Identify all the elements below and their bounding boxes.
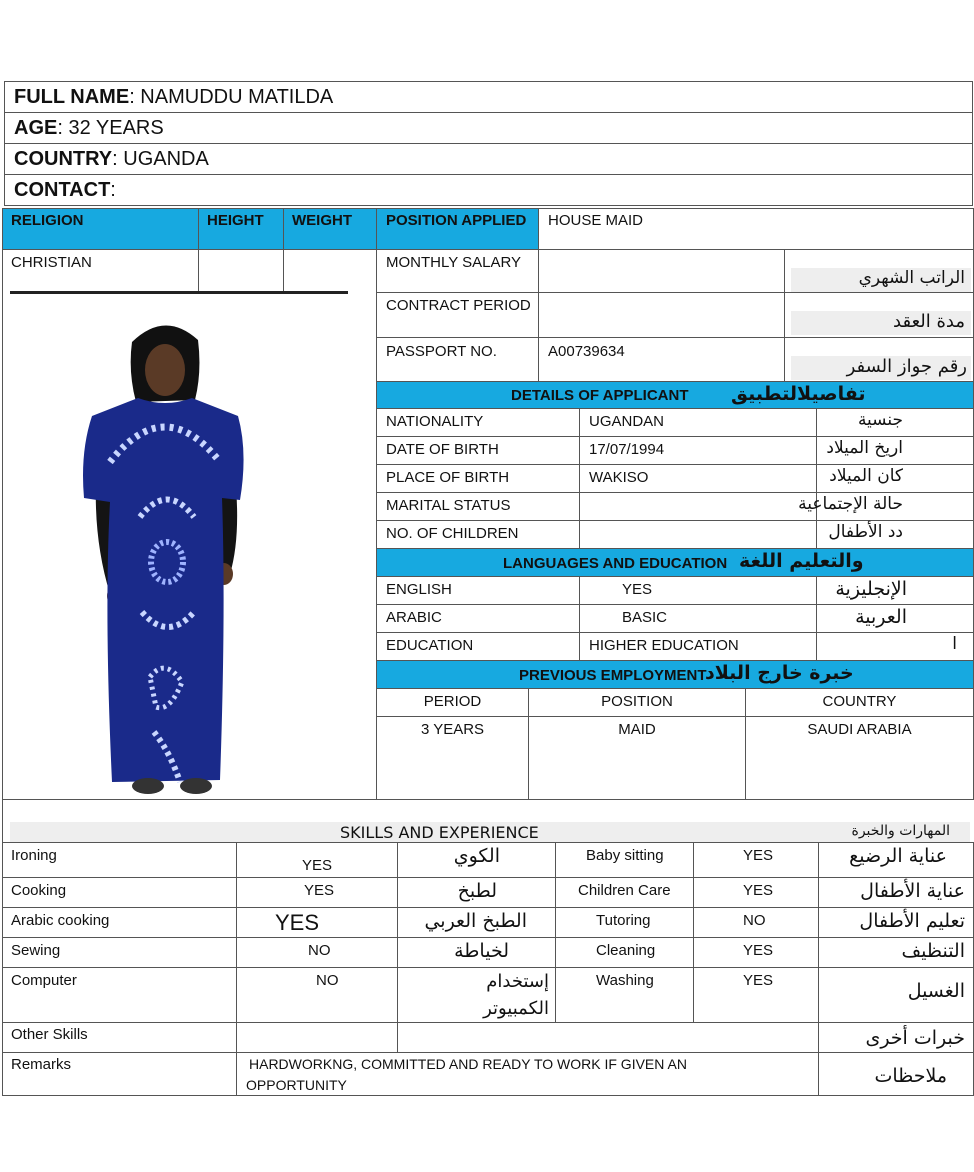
applicant-photo	[70, 312, 260, 800]
contact-label: CONTACT	[14, 179, 111, 201]
skill-left-name: Sewing	[11, 942, 61, 959]
details-row-ar	[816, 464, 974, 493]
skill-left-ar-text: لخياطة	[454, 940, 509, 962]
skill-left-val: YES	[304, 882, 335, 899]
details-label: NATIONALITY	[386, 413, 484, 430]
passport-value-cell	[538, 337, 785, 382]
weight-header: WEIGHT	[283, 208, 377, 250]
skill-right-ar	[818, 967, 974, 1023]
religion-header: RELIGION	[2, 208, 199, 250]
skill-right-ar	[818, 907, 974, 938]
skill-right-name: Children Care	[578, 882, 671, 899]
skill-left-ar-text: إستخدام الكمبيوتر	[483, 971, 549, 1019]
skill-right-ar	[818, 937, 974, 968]
employment-header: PREVIOUS EMPLOYMENT خبرة خارج البلاد	[376, 660, 974, 689]
contact-value: :	[110, 179, 116, 201]
other-skills-mid-cell	[236, 1022, 398, 1053]
salary-value-cell	[538, 249, 785, 293]
skill-right-val: NO	[743, 912, 766, 929]
details-row-value	[579, 408, 817, 437]
details-row-label	[376, 492, 580, 521]
skill-right-ar	[818, 842, 974, 878]
full-name-row	[4, 81, 973, 113]
details-row-label	[376, 520, 580, 549]
details-header: DETAILS OF APPLICANT تفاصيلالتطبيق	[376, 381, 974, 409]
passport-ar-cell: رقم جواز السفر	[784, 337, 974, 382]
skill-left-ar	[397, 967, 556, 1023]
skill-right-label	[555, 907, 694, 938]
skill-left-val: YES	[275, 910, 320, 935]
position-value: HOUSE MAID	[548, 212, 644, 229]
emp-country-value: SAUDI ARABIA	[745, 716, 974, 800]
skill-left-name: Cooking	[11, 882, 67, 899]
skill-right-label	[555, 877, 694, 908]
details-label: PLACE OF BIRTH	[386, 469, 510, 486]
skill-right-name: Baby sitting	[586, 847, 664, 864]
religion-value: CHRISTIAN	[11, 254, 92, 271]
details-ar: جنسية	[857, 410, 903, 430]
language-ar: الإنجليزية	[835, 578, 907, 600]
skill-right-name: Cleaning	[596, 942, 656, 959]
skill-left-ar-text: لطبخ	[457, 880, 497, 902]
remarks-ar-cell: ملاحظات	[818, 1052, 974, 1096]
language-row-ar	[816, 604, 974, 633]
skill-right-value	[693, 937, 819, 968]
skill-left-label	[2, 842, 237, 878]
emp-col-country: COUNTRY	[745, 688, 974, 717]
skill-left-value	[236, 967, 398, 1023]
passport-label-cell: PASSPORT NO.	[376, 337, 539, 382]
skill-left-ar	[397, 937, 556, 968]
skill-right-val: YES	[743, 942, 774, 959]
emp-col-position: POSITION	[528, 688, 746, 717]
skill-left-label	[2, 877, 237, 908]
language-row-value	[579, 576, 817, 605]
remarks-value-cell	[236, 1052, 819, 1096]
skill-left-ar	[397, 842, 556, 878]
skill-right-ar	[818, 877, 974, 908]
country-value: : UGANDA	[112, 148, 209, 170]
other-skills-label-cell: Other Skills	[2, 1022, 237, 1053]
contract-period-ar-cell: مدة العقد	[784, 292, 974, 338]
details-label: MARITAL STATUS	[386, 497, 511, 514]
skill-left-val: NO	[308, 942, 331, 959]
details-row-value	[579, 520, 817, 549]
age-row	[4, 112, 973, 144]
language-value: HIGHER EDUCATION	[589, 637, 739, 654]
details-value: WAKISO	[589, 469, 649, 486]
position-header: POSITION APPLIED	[376, 208, 539, 250]
skill-left-val: YES	[302, 857, 333, 874]
details-ar: حالة الإجتماعية	[798, 494, 903, 514]
language-row-value	[579, 632, 817, 661]
language-value: BASIC	[622, 609, 668, 626]
emp-period-value: 3 YEARS	[376, 716, 529, 800]
details-value: 17/07/1994	[589, 441, 665, 458]
emp-col-period: PERIOD	[376, 688, 529, 717]
passport-value: A00739634	[548, 343, 625, 360]
height-header: HEIGHT	[198, 208, 284, 250]
other-skills-value-cell	[397, 1022, 819, 1053]
details-row-value	[579, 464, 817, 493]
weight-value-cell	[283, 249, 377, 293]
skill-left-val: NO	[316, 972, 339, 989]
skill-left-ar-text: الكوي	[453, 845, 500, 867]
details-row-ar	[816, 436, 974, 465]
age-label: AGE	[14, 117, 58, 139]
details-row-label	[376, 464, 580, 493]
position-value-cell	[538, 208, 974, 250]
contract-period-value-cell	[538, 292, 785, 338]
skill-right-ar-text: التنظيف	[901, 940, 965, 962]
details-label: NO. OF CHILDREN	[386, 525, 519, 542]
details-label: DATE OF BIRTH	[386, 441, 499, 458]
skills-title: SKILLS AND EXPERIENCE	[340, 823, 539, 842]
contract-period-label-cell: CONTRACT PERIOD	[376, 292, 539, 338]
details-row-label	[376, 408, 580, 437]
skill-right-val: YES	[743, 972, 774, 989]
details-value: UGANDAN	[589, 413, 665, 430]
skill-left-label	[2, 967, 237, 1023]
skill-left-label	[2, 937, 237, 968]
age-value: : 32 YEARS	[57, 117, 164, 139]
language-label: ENGLISH	[386, 581, 452, 598]
photo-divider	[10, 291, 348, 294]
skill-left-value	[236, 842, 398, 878]
contact-row	[4, 174, 973, 206]
skill-left-value	[236, 937, 398, 968]
details-row-ar	[798, 492, 974, 521]
skill-right-ar-text: تعليم الأطفال	[859, 910, 965, 932]
language-row-ar	[816, 632, 974, 661]
languages-header: LANGUAGES AND EDUCATION والتعليم اللغة	[376, 548, 974, 577]
skill-left-ar	[397, 907, 556, 938]
other-skills-ar-cell: خبرات أخرى	[818, 1022, 974, 1053]
skill-right-ar-text: عناية الرضيع	[849, 845, 947, 867]
skill-left-name: Ironing	[11, 847, 57, 864]
emp-position-value: MAID	[528, 716, 746, 800]
details-row-ar	[816, 408, 974, 437]
skill-right-val: YES	[743, 847, 774, 864]
religion-value-cell	[2, 249, 199, 293]
height-value-cell	[198, 249, 284, 293]
remarks-value: HARDWORKNG, COMMITTED AND READY TO WORK IF GIVEN AN	[249, 1056, 687, 1072]
skill-right-label	[555, 842, 694, 878]
language-row-label	[376, 576, 580, 605]
full-name-label: FULL NAME	[14, 86, 130, 108]
country-row	[4, 143, 973, 175]
skills-title-ar: المهارات والخبرة	[851, 823, 950, 839]
language-label: ARABIC	[386, 609, 442, 626]
details-row-ar	[816, 520, 974, 549]
full-name-value: : NAMUDDU MATILDA	[129, 86, 334, 108]
skill-right-label	[555, 967, 694, 1023]
skill-left-ar-text: الطبخ العربي	[424, 910, 527, 932]
skill-right-name: Tutoring	[596, 912, 651, 929]
country-label: COUNTRY	[14, 148, 113, 170]
language-row-label	[376, 632, 580, 661]
skill-left-name: Computer	[11, 972, 77, 989]
language-row-label	[376, 604, 580, 633]
skill-left-label	[2, 907, 237, 938]
details-ar: كان الميلاد	[829, 466, 903, 486]
skill-right-value	[693, 907, 819, 938]
language-value: YES	[622, 581, 653, 598]
skill-left-name: Arabic cooking	[11, 912, 110, 929]
details-row-label	[376, 436, 580, 465]
skill-right-name: Washing	[596, 972, 654, 989]
skill-right-value	[693, 967, 819, 1023]
skill-left-ar	[397, 877, 556, 908]
skill-right-value	[693, 842, 819, 878]
language-row-ar	[816, 576, 974, 605]
language-row-value	[579, 604, 817, 633]
skill-right-label	[555, 937, 694, 968]
salary-label-cell: MONTHLY SALARY	[376, 249, 539, 293]
skill-left-value	[236, 877, 398, 908]
remarks-label-cell: Remarks	[2, 1052, 237, 1096]
skill-right-ar-text: عناية الأطفال	[860, 880, 965, 902]
salary-ar-cell: الراتب الشهري	[784, 249, 974, 293]
language-ar: ا	[952, 634, 957, 654]
skill-right-value	[693, 877, 819, 908]
remarks-value-2: OPPORTUNITY	[246, 1077, 347, 1093]
details-ar: دد الأطفال	[828, 522, 903, 542]
skill-right-val: YES	[743, 882, 774, 899]
details-row-value	[579, 436, 817, 465]
skill-left-value	[236, 907, 398, 938]
details-ar: اريخ الميلاد	[826, 438, 903, 458]
language-ar: العربية	[855, 606, 907, 628]
language-label: EDUCATION	[386, 637, 474, 654]
details-row-value	[579, 492, 817, 521]
skill-right-ar-text: الغسيل	[907, 980, 965, 1002]
